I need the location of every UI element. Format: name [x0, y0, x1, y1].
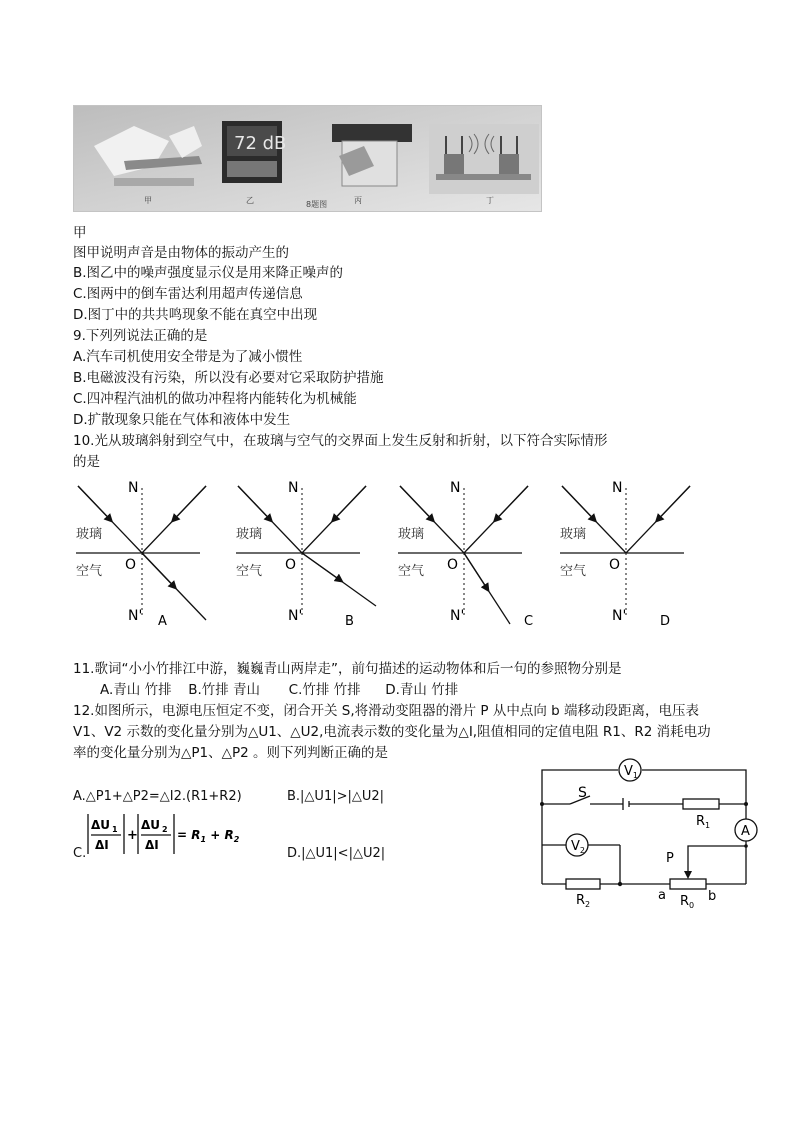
- q11-option-a: A.青山 竹排: [100, 682, 172, 698]
- q10d-glass-label: 玻璃: [560, 527, 587, 542]
- q11-stem: 11.歌词“小小竹排江中游，巍巍青山两岸走”，前句描述的运动物体和后一句的参照物分别是: [73, 661, 622, 677]
- q11-option-d: D.青山 竹排: [385, 682, 459, 698]
- q10a-normal-bottom: N': [128, 608, 143, 624]
- q10c-normal-top: N: [450, 480, 461, 496]
- q10-diagrams: [70, 476, 710, 636]
- q10d-normal-top: N: [612, 480, 623, 496]
- q10a-air-label: 空气: [76, 564, 103, 579]
- q9-option-d: D.扩散现象只能在气体和液体中发生: [73, 412, 291, 428]
- q10-diagram-c: [398, 480, 533, 629]
- formula-plus: +: [127, 828, 138, 843]
- caption-ding: 丁: [486, 196, 494, 205]
- q10-diagram-d: [560, 480, 690, 629]
- q8-photo-illustration: [74, 106, 541, 211]
- caption-yi: 乙: [246, 196, 254, 205]
- q12-stem-line1: 12.如图所示，电源电压恒定不变，闭合开关 S,将滑动变阻器的滑片 P 从中点向 b 端移动段距离，电压表: [73, 703, 699, 719]
- q10a-label: A: [158, 614, 167, 629]
- q8-photo-strip: [73, 105, 542, 212]
- terminal-a-label: a: [658, 888, 666, 903]
- q8-option-d: D.图丁中的共共鸣现象不能在真空中出现: [73, 307, 318, 323]
- q12-option-b: B.|△U1|>|△U2|: [287, 789, 385, 804]
- q12-stem-line2: V1、V2 示数的变化量分别为△U1、△U2,电流表示数的变化量为△I,阻值相同的定值电阻 R1、R2 消耗电功: [73, 724, 711, 740]
- q10-stem-line2: 的是: [73, 454, 100, 470]
- q10d-air-label: 空气: [560, 564, 587, 579]
- q10c-origin: O: [447, 557, 459, 573]
- q10a-origin: O: [125, 557, 137, 573]
- q8-option-a: 图甲说明声音是由物体的振动产生的: [73, 245, 289, 261]
- q10c-air-label: 空气: [398, 564, 425, 579]
- caption-bing: 丙: [354, 196, 362, 205]
- q11-option-b: B.竹排 青山: [188, 682, 261, 698]
- q9-option-b: B.电磁波没有污染，所以没有必要对它采取防护措施: [73, 370, 384, 386]
- photo-panel-ding: [429, 124, 539, 194]
- q10-diagram-b: [236, 480, 376, 629]
- q10-diagram-a: [76, 480, 206, 629]
- q9-stem: 9.下列列说法正确的是: [73, 328, 208, 344]
- q12-stem-line3: 率的变化量分别为△P1、△P2 。则下列判断正确的是: [73, 745, 389, 761]
- q11-options: [100, 681, 458, 699]
- formula-term1-num: ΔU: [91, 818, 111, 832]
- q10c-normal-bottom: N': [450, 608, 465, 624]
- q10d-label: D: [660, 614, 671, 629]
- q10b-air-label: 空气: [236, 564, 263, 579]
- q9-option-c: C.四冲程汽油机的做功冲程将内能转化为机械能: [73, 391, 357, 407]
- q10b-normal-bottom: N': [288, 608, 303, 624]
- q10b-origin: O: [285, 557, 297, 573]
- q8-option-c: C.图两中的倒车雷达利用超声传递信息: [73, 286, 303, 302]
- v2-label: $V_2$: [571, 839, 585, 855]
- q10d-normal-bottom: N': [612, 608, 627, 624]
- caption-jia: 甲: [144, 196, 152, 205]
- formula-term2-den: ΔI: [145, 838, 159, 852]
- q12-option-a: A.△P1+△P2=△I2.(R1+R2): [73, 789, 242, 804]
- q12-option-c-label: C.: [73, 846, 87, 861]
- r0-label: $R_0$: [680, 894, 695, 910]
- r1-label: $R_1$: [696, 814, 711, 830]
- formula-term2-sub: 2: [162, 825, 168, 834]
- formula-term1-sub: 1: [112, 825, 118, 834]
- figure-label: 8题图: [306, 200, 328, 209]
- q8-option-b: B.图乙中的噪声强度显示仪是用来降正噪声的: [73, 265, 344, 281]
- q10b-normal-top: N: [288, 480, 299, 496]
- db-display-text: 72 dB: [234, 133, 287, 154]
- q12-circuit-diagram: [530, 758, 770, 910]
- terminal-b-label: b: [708, 889, 717, 904]
- q12-option-d: D.|△U1|<|△U2|: [287, 846, 386, 861]
- q10b-label: B: [345, 614, 354, 629]
- q10c-glass-label: 玻璃: [398, 527, 425, 542]
- slider-p-label: P: [666, 851, 674, 866]
- q8-option-a-label: 甲: [73, 225, 87, 241]
- q10-stem-line1: 10.光从玻璃斜射到空气中，在玻璃与空气的交界面上发生反射和折射，以下符合实际情形: [73, 433, 608, 449]
- switch-label: S: [578, 785, 587, 801]
- q9-option-a: A.汽车司机使用安全带是为了减小惯性: [73, 349, 303, 365]
- q11-option-c: C.竹排 竹排: [288, 682, 361, 698]
- formula-term2-num: ΔU: [141, 818, 161, 832]
- formula-rhs: = $R_1 + R_2$: [177, 828, 240, 844]
- q10b-glass-label: 玻璃: [236, 527, 263, 542]
- formula-term1-den: ΔI: [95, 838, 109, 852]
- r2-label: $R_2$: [576, 893, 591, 909]
- q10a-normal-top: N: [128, 480, 139, 496]
- ammeter-label: A: [741, 824, 750, 839]
- photo-panel-yi: [222, 121, 286, 183]
- q10a-glass-label: 玻璃: [76, 527, 103, 542]
- q12-option-c-formula: [85, 812, 245, 858]
- q10c-label: C: [524, 614, 534, 629]
- q10d-origin: O: [609, 557, 621, 573]
- v1-label: $V_1$: [624, 764, 638, 780]
